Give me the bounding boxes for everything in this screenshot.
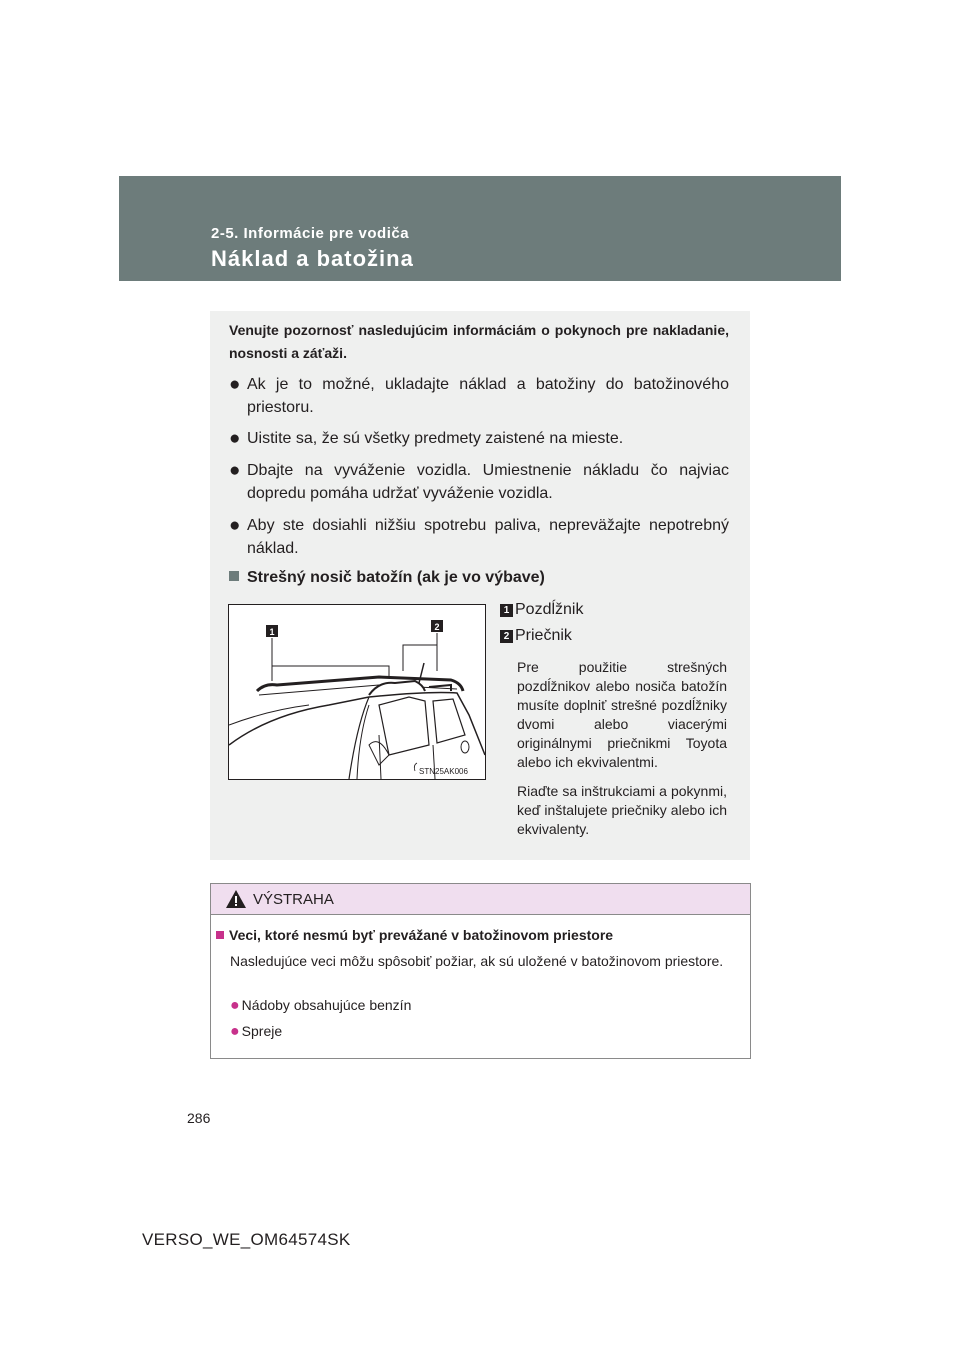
roof-rack-figure [228,604,486,780]
warning-header [211,884,750,915]
bullet-item: ● Aby ste dosiahli nižšiu spotrebu paliva, nepreväžajte nepotrebný náklad. [229,515,729,557]
square-bullet-icon [229,571,239,581]
warning-title: VÝSTRAHA [253,891,334,908]
chapter-header [119,176,841,281]
callout-badge: 1 [500,604,513,617]
page-title: Náklad a batožina [211,246,414,271]
bullet-dot-icon: ● [229,428,241,449]
warning-list-item: ● Nádoby obsahujúce benzín [230,997,412,1014]
roof-rack-note: Pre použitie strešných pozdĺžnikov alebo nosiča batožín musíte doplniť strešné pozdĺžniky dvomi alebo viacerými originálnymi priečnikmi Toyota alebo ich ekvivalentmi. [517,659,727,770]
bullet-dot-icon: ● [229,460,241,481]
bullet-dot-icon: ● [230,997,240,1014]
page-number: 286 [187,1110,211,1126]
warning-text: Nasledujúce veci môžu spôsobiť požiar, ak sú uložené v batožinovom priestore. [230,953,724,969]
callout-badge: 2 [500,630,513,643]
bullet-dot-icon: ● [229,374,241,395]
car-roof-illustration [229,605,485,779]
roof-rack-heading: Strešný nosič batožín (ak je vo výbave) [229,569,545,587]
bullet-item: ● Dbajte na vyváženie vozidla. Umiestnenie nákladu čo najviac dopredu pomáha udržať vyváženie vozidla. [229,460,729,502]
legend-item: 2 Priečnik [500,627,572,645]
info-box [210,311,750,860]
bullet-item: ● Ak je to možné, ukladajte náklad a batožiny do batožinového priestoru. [229,374,729,416]
document-code: VERSO_WE_OM64574SK [142,1230,351,1249]
legend-item: 1 Pozdĺžnik [500,601,583,619]
warning-triangle-icon [226,890,246,908]
bullet-dot-icon: ● [230,1023,240,1040]
figure-code: STN25AK006 [419,767,468,776]
warning-list-item: ● Spreje [230,1023,283,1040]
bullet-item: ● Uistite sa, že sú všetky predmety zaistené na mieste. [229,428,624,449]
square-bullet-icon [216,931,224,939]
warning-box [210,883,751,1059]
bullet-dot-icon: ● [229,515,241,536]
svg-text:1: 1 [269,627,275,637]
svg-text:2: 2 [434,622,440,632]
warning-heading: Veci, ktoré nesmú byť prevážané v batožinovom priestore [216,927,613,943]
intro-text: Venujte pozornosť nasledujúcim informáciám o pokynoch pre nakladanie, nosnosti a záťaži. [229,322,729,361]
roof-rack-note: Riaďte sa inštrukciami a pokynmi, keď inštalujete priečniky alebo ich ekvivalenty. [517,783,727,837]
section-label: 2-5. Informácie pre vodiča [211,225,410,242]
